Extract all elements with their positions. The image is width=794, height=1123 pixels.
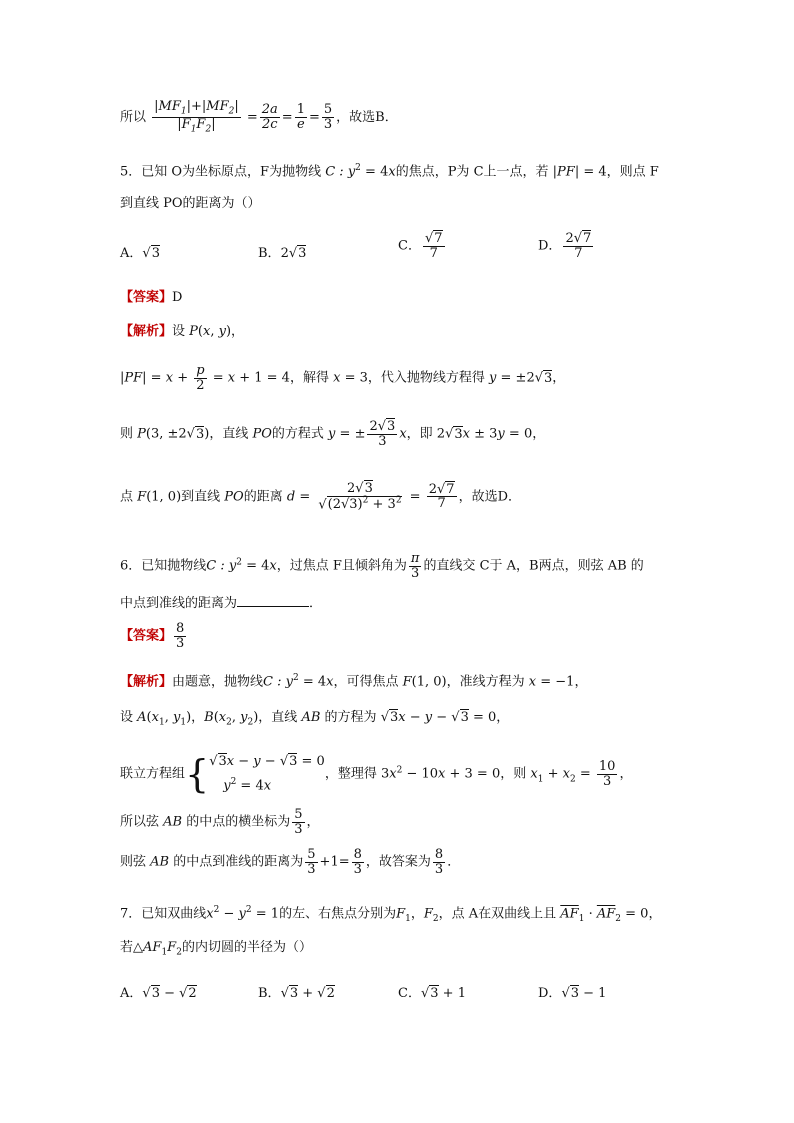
q7-option-b: B．√3 + √2 (258, 986, 335, 1001)
question-7-stem: 7．已知双曲线$x^2 - y^2 = 1$的左、右焦点分别为$F_1$，$F_2$，点 A在双曲线上且 $\overline{AF}_1 \cdot \overline{AF}_2 = 0$， (120, 905, 662, 924)
q5-analysis-3: 则 P(3, ±2√3)，直线 PO的方程式 y = ± $\frac{2√3}{3}$ x，即 2√3x ± 3y = 0， (120, 419, 546, 449)
q6-analysis-3: 联立方程组{ √3x − y − √3 = 0 $y^2 = 4x$ ，整理得 $3x^2 - 10x + 3 = 0$，则 $x_1 + x_2$ = $\frac{10}{3}$ ， (120, 752, 633, 797)
q5-analysis-2: |PF| = x + $\frac{p}{2}$ = x + 1 = 4，解得 x = 3，代入抛物线方程得 y = ±2√3， (120, 363, 566, 393)
question-5-stem-line2: 到直线 PO的距离为（） (120, 196, 261, 211)
ratio-conclusion-line: 所以 $\frac{|MF_1|+|MF_2|}{|F_1F_2|}$ = $\frac{2a}{2c}$ = $\frac{1}{e}$ = $\frac{5}{3}$ ，故选B． (120, 99, 398, 135)
q5-answer: 【答案】D (120, 290, 183, 305)
question-7-stem-line2: 若$\triangle AF_1F_2$的内切圆的半径为（） (120, 940, 312, 958)
q6-analysis-4: 所以弦 AB 的中点的横坐标为 $\frac{5}{3}$ ， (120, 807, 320, 837)
q5-option-a: A．√3 (120, 246, 160, 261)
q5-option-b: B．2√3 (258, 246, 307, 261)
q5-option-c: C． $\frac{√7}{7}$ (398, 231, 443, 261)
q6-analysis-5: 则弦 AB 的中点到准线的距离为 $\frac{5}{3}$ +1= $\frac{8}{3}$ ，故答案为 $\frac{8}{3}$ ． (120, 847, 461, 877)
question-6-stem: 6．已知抛物线C : $y^2 = 4x$，过焦点 F且倾斜角为 $\frac{\pi}{3}$ 的直线交 C于 A，B两点，则弦 AB 的 (120, 551, 644, 581)
q7-option-c: C．√3 + 1 (398, 986, 466, 1001)
answer-blank[interactable] (237, 592, 309, 607)
question-5-stem: 5．已知 O为坐标原点，F为抛物线 C : $y^2 = 4x$的焦点，P为 C上一点，若 |PF| = 4，则点 F (120, 163, 659, 180)
q6-analysis-1: 【解析】由题意，抛物线C : $y^2 = 4x$，可得焦点 F(1, 0)，准线方程为 x = −1， (120, 673, 588, 690)
q5-analysis-4: 点 F(1, 0)到直线 PO的距离 d = $\frac{2√3}{√(2√3)^2 + 3^2}$ = $\frac{2√7}{7}$ ，故选D． (120, 481, 521, 512)
q5-analysis-1: 【解析】设 P(x, y)， (120, 324, 245, 339)
q7-option-a: A．√3 − √2 (120, 986, 197, 1001)
q7-option-d: D．√3 − 1 (538, 986, 607, 1001)
question-6-stem-line2: 中点到准线的距离为 ． (120, 592, 322, 614)
q6-analysis-2: 设 $A(x_1$, $y_1$)，$B(x_2$, $y_2$)，直线 AB 的方程为 √3x − y − √3 = 0， (120, 710, 510, 728)
q6-answer: 【答案】 $\frac{8}{3}$ (120, 621, 185, 651)
q5-option-d: D． $\frac{2√7}{7}$ (538, 231, 592, 261)
